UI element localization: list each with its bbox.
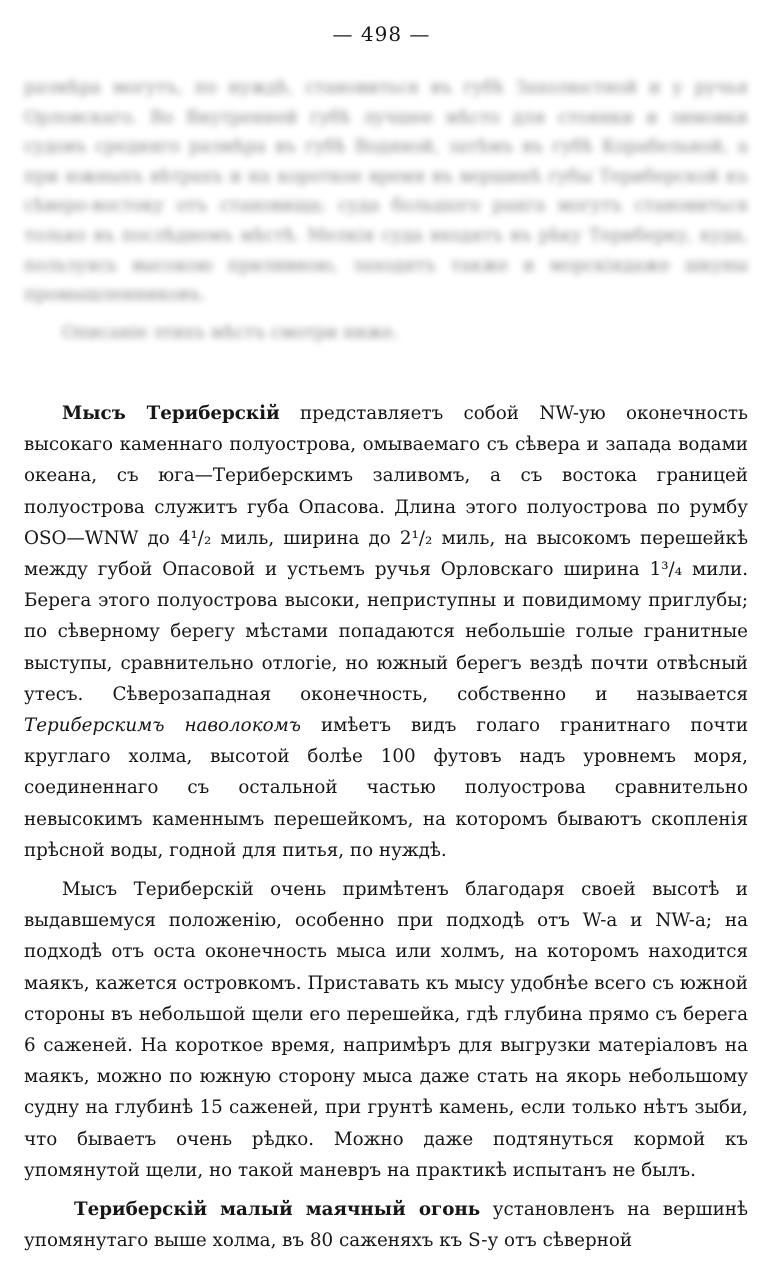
text-segment: имѣетъ видъ голаго гранитнаго почти круглаго холма, высотой болѣе 100 футовъ надъ уровнемъ моря, соединеннаго съ остальной частью полуострова сравнительно невысокимъ каменнымъ перешейкомъ, на которомъ бываютъ скопленія прѣсной воды, годной для питья, по нуждѣ. xyxy=(24,715,749,861)
text-segment: представляетъ собой NW-ую оконечность высокаго каменнаго полуострова, омываемаго съ сѣвера и запада водами океана, съ юга—Териберскимъ заливомъ, а съ востока границей полуострова служитъ губа Опасова. Длина этого полуострова по румбу OSO—WNW до 4 xyxy=(24,403,748,549)
fraction: ³/₄ xyxy=(661,559,683,581)
main-text xyxy=(24,398,748,1256)
blurred-tail-line: Описаніе этихъ мѣстъ смотри ниже. xyxy=(62,322,399,343)
blurred-text-block xyxy=(24,74,748,348)
page-number: — 498 — xyxy=(332,22,431,46)
fraction: ¹/₂ xyxy=(190,527,212,549)
blurred-paragraph: размѣра могутъ, по нуждѣ, становиться въ губѣ Захолюстной и у ручья Орловскаго. Во Внутренней губѣ лучшее мѣсто для стоянки и зимовки судовъ средняго размѣра въ губѣ Водяной, затѣмъ въ губѣ Корабельной, а при южныхъ вѣтрахъ и на короткое время въ вершинѣ губы Териберской къ сѣверо-востоку отъ становища; суда большого ранга могутъ становиться только въ послѣднемъ мѣстѣ. Мелкія суда входятъ въ рѣку Териберку, куда, пользуясь высокою приливною, заходятъ также и морскіядаже шкуны промышленниковъ. xyxy=(24,78,748,306)
paragraph-cape-description xyxy=(24,398,748,866)
text-segment: миль, ширина до 2 xyxy=(211,527,412,549)
fraction: ¹/₂ xyxy=(411,527,433,549)
text-segment: мили. Берега этого полуострова высоки, неприступны и повидимому приглубы; по сѣверному берегу мѣстами попадаются небольшіе голые гранитные выступы, сравнительно отлогіе, но южный берегъ вездѣ почти отвѣсный утесъ. Сѣверозападная оконечность, собственно и называется xyxy=(24,559,749,705)
paragraph-lighthouse xyxy=(24,1194,748,1256)
text-segment: миль, на высокомъ перешейкѣ между губой Опасовой и устьемъ ручья Орловскаго ширина 1 xyxy=(24,527,749,581)
text-segment: установленъ на вершинѣ упомянутаго выше холма, въ 80 саженяхъ къ S-у отъ сѣверной xyxy=(24,1199,748,1252)
italic-place-name: Териберскимъ наволокомъ xyxy=(24,715,301,737)
heading-cape-teriberskiy: Мысъ Териберскій xyxy=(62,403,280,424)
paragraph-cape-landing: Мысъ Териберскій очень примѣтенъ благодаря своей высотѣ и выдавшемуся положенію, особенно при подходѣ отъ W-а и NW-а; на подходѣ отъ оста оконечность мыса или холмъ, на которомъ находится маякъ, кажется островкомъ. Приставать къ мысу удобнѣе всего съ южной стороны въ небольшой щели его перешейка, гдѣ глубина прямо съ берега 6 саженей. На короткое время, напримѣръ для выгрузки матеріаловъ на маякъ, можно по южную сторону мыса даже стать на якорь небольшому судну на глубинѣ 15 саженей, при грунтѣ камень, если только нѣтъ зыби, что бываетъ очень рѣдко. Можно даже подтянуться кормой къ упомянутой щели, но такой маневръ на практикѣ испытанъ не былъ. xyxy=(24,879,748,1181)
heading-lighthouse: Териберскій малый маячный огонь xyxy=(74,1199,481,1221)
